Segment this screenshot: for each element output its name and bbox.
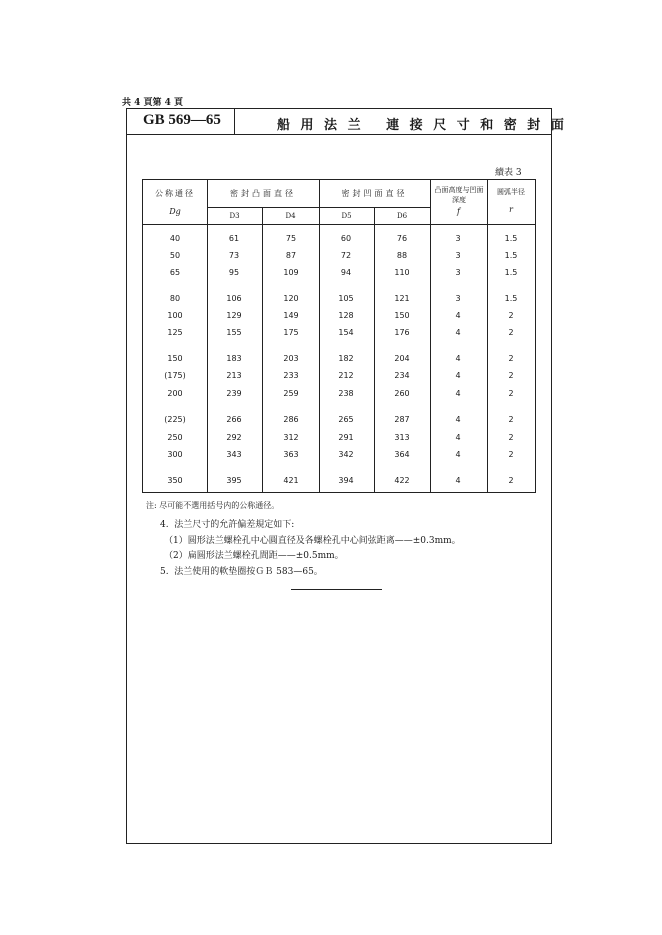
table-cell-d5: 291 — [338, 433, 354, 442]
table-cell-d6: 176 — [394, 328, 410, 337]
table-cell-d3: 183 — [226, 354, 242, 363]
paragraph-4-1: （1）圆形法兰螺栓孔中心圓直径及各螺栓孔中心间弦距离——±0.3mm。 — [164, 536, 461, 546]
table-cell-d5: 154 — [338, 328, 354, 337]
table-cell-dg: 125 — [167, 328, 183, 337]
header-height-depth: 凸面高度与凹面深度 — [434, 186, 484, 204]
table-cell-d3: 213 — [226, 371, 242, 380]
table-cell-d3: 129 — [226, 311, 242, 320]
table-cell-dg: 100 — [167, 311, 183, 320]
table-cell-d6: 121 — [394, 294, 410, 303]
table-cell-d5: 342 — [338, 450, 354, 459]
table-cell-d6: 313 — [394, 433, 410, 442]
table-cell-d4: 259 — [283, 389, 299, 398]
table-cell-d5: 105 — [338, 294, 354, 303]
continuation-label: 續表 3 — [495, 168, 522, 178]
table-cell-d3: 395 — [226, 476, 242, 485]
table-cell-d6: 88 — [396, 251, 408, 260]
table-cell-d5: 238 — [338, 389, 354, 398]
table-cell-f: 4 — [455, 415, 461, 424]
header-radius: 圆弧半径 — [497, 188, 525, 196]
table-cell-d4: 233 — [283, 371, 299, 380]
table-cell-d6: 260 — [394, 389, 410, 398]
table-note: 注: 尽可能不選用括号内的公称通径。 — [146, 501, 280, 510]
table-cell-d4: 149 — [283, 311, 299, 320]
table-cell-d5: 60 — [340, 234, 352, 243]
paragraph-4: 4. 法兰尺寸的允許偏差規定如下: — [160, 520, 295, 530]
table-cell-dg: 80 — [169, 294, 181, 303]
table-cell-f: 4 — [455, 389, 461, 398]
table-cell-f: 4 — [455, 328, 461, 337]
header-raised-face: 密封凸面直径 — [230, 189, 296, 198]
table-cell-d3: 155 — [226, 328, 242, 337]
table-cell-d4: 312 — [283, 433, 299, 442]
table-cell-d4: 75 — [285, 234, 297, 243]
table-cell-r: 2 — [508, 389, 514, 398]
table-cell-d6: 204 — [394, 354, 410, 363]
table-cell-d5: 265 — [338, 415, 354, 424]
table-cell-d4: 120 — [283, 294, 299, 303]
header-d5: D5 — [341, 212, 352, 220]
table-cell-d6: 110 — [394, 268, 410, 277]
table-cell-d4: 421 — [283, 476, 299, 485]
table-cell-d3: 343 — [226, 450, 242, 459]
table-cell-d5: 394 — [338, 476, 354, 485]
table-cell-dg: 350 — [167, 476, 183, 485]
flange-table — [142, 179, 536, 493]
table-cell-r: 1.5 — [504, 234, 518, 243]
table-cell-d6: 234 — [394, 371, 410, 380]
header-r: r — [509, 205, 513, 214]
table-cell-d5: 128 — [338, 311, 354, 320]
header-f: f — [457, 207, 460, 216]
table-cell-d4: 203 — [283, 354, 299, 363]
header-divider — [234, 109, 235, 134]
table-cell-r: 2 — [508, 476, 514, 485]
table-cell-d5: 212 — [338, 371, 354, 380]
table-cell-r: 2 — [508, 354, 514, 363]
table-cell-dg: 200 — [167, 389, 183, 398]
table-cell-d3: 106 — [226, 294, 242, 303]
table-cell-f: 4 — [455, 433, 461, 442]
table-cell-f: 4 — [455, 450, 461, 459]
table-cell-r: 2 — [508, 371, 514, 380]
document-title: 船 用 法 兰 連 接 尺 寸 和 密 封 面 — [277, 118, 567, 133]
table-cell-d5: 182 — [338, 354, 354, 363]
table-cell-r: 1.5 — [504, 268, 518, 277]
table-cell-r: 2 — [508, 311, 514, 320]
header-d3: D3 — [229, 212, 240, 220]
table-cell-d4: 87 — [285, 251, 297, 260]
table-cell-d3: 266 — [226, 415, 242, 424]
table-cell-f: 3 — [455, 294, 461, 303]
table-cell-r: 2 — [508, 450, 514, 459]
table-cell-d5: 94 — [340, 268, 352, 277]
header-d4: D4 — [285, 212, 296, 220]
paragraph-4-2: （2）扁圆形法兰螺栓孔間距——±0.5mm。 — [164, 551, 344, 561]
table-cell-d3: 73 — [228, 251, 240, 260]
header-nominal-diameter: 公称通径 — [155, 189, 195, 198]
table-cell-dg: 250 — [167, 433, 183, 442]
table-cell-r: 1.5 — [504, 251, 518, 260]
table-cell-d4: 363 — [283, 450, 299, 459]
table-cell-dg: (175) — [164, 371, 186, 380]
table-cell-d3: 239 — [226, 389, 242, 398]
table-cell-dg: 300 — [167, 450, 183, 459]
table-cell-f: 3 — [455, 234, 461, 243]
table-cell-d6: 364 — [394, 450, 410, 459]
end-rule — [291, 589, 382, 590]
table-cell-f: 4 — [455, 476, 461, 485]
table-cell-d6: 422 — [394, 476, 410, 485]
table-cell-dg: (225) — [164, 415, 186, 424]
header-dg: Dg — [169, 207, 181, 216]
table-cell-f: 4 — [455, 311, 461, 320]
header-d6: D6 — [396, 212, 408, 220]
table-cell-d6: 150 — [394, 311, 410, 320]
table-cell-dg: 150 — [167, 354, 183, 363]
header-bar — [127, 109, 567, 135]
table-cell-f: 3 — [455, 268, 461, 277]
paragraph-5: 5. 法兰使用的軟垫圈按ＧＢ 583—65。 — [160, 567, 323, 577]
page-counter: 共 4 頁第 4 頁 — [122, 98, 184, 108]
table-cell-f: 4 — [455, 354, 461, 363]
table-cell-d3: 61 — [228, 234, 240, 243]
standard-code: GB 569—65 — [143, 112, 221, 128]
table-cell-d6: 287 — [394, 415, 410, 424]
table-cell-r: 1.5 — [504, 294, 518, 303]
table-cell-dg: 50 — [169, 251, 181, 260]
table-cell-d6: 76 — [396, 234, 408, 243]
table-cell-dg: 40 — [169, 234, 181, 243]
table-cell-dg: 65 — [169, 268, 181, 277]
table-cell-r: 2 — [508, 328, 514, 337]
table-cell-d5: 72 — [340, 251, 352, 260]
table-cell-d3: 292 — [226, 433, 242, 442]
table-cell-d4: 286 — [283, 415, 299, 424]
table-cell-r: 2 — [508, 415, 514, 424]
table-cell-f: 3 — [455, 251, 461, 260]
table-cell-d4: 175 — [283, 328, 299, 337]
header-recessed-face: 密封凹面直径 — [341, 189, 408, 198]
table-cell-d3: 95 — [228, 268, 240, 277]
table-cell-d4: 109 — [283, 268, 299, 277]
table-cell-r: 2 — [508, 433, 514, 442]
table-cell-f: 4 — [455, 371, 461, 380]
